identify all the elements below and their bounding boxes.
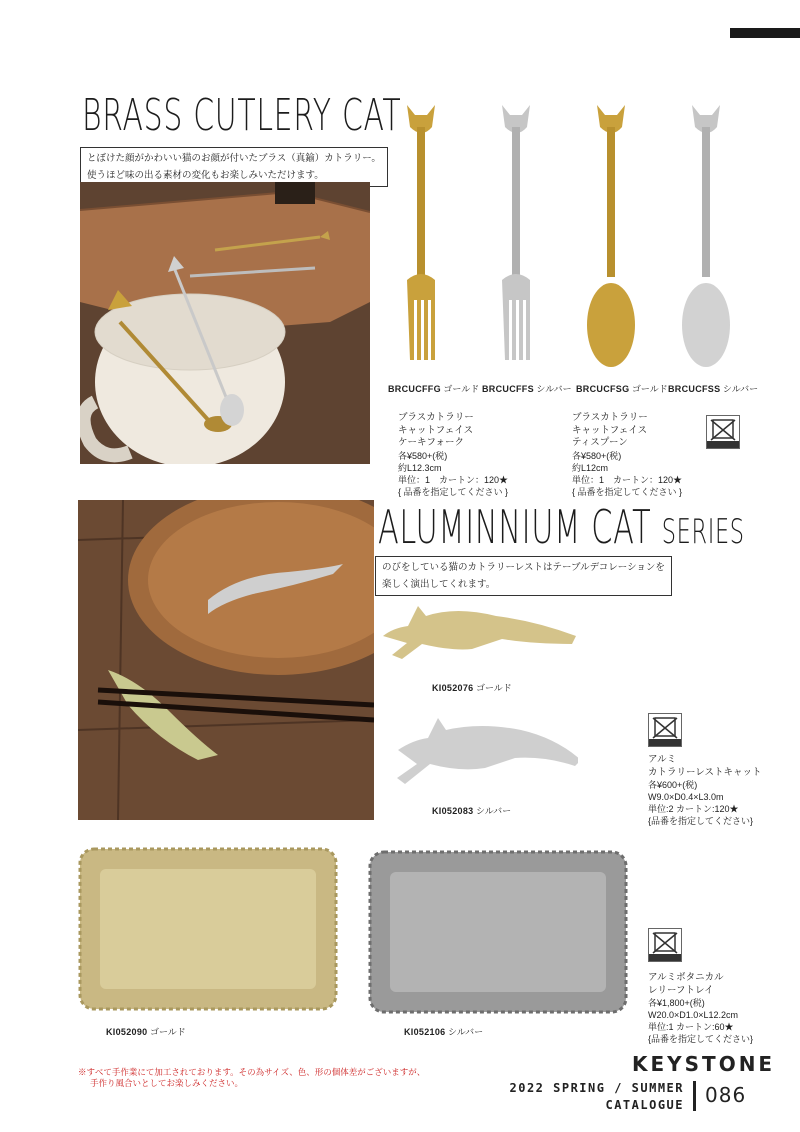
silver-tray-image	[368, 848, 630, 1016]
tray-spec-name-1: アルミボタニカル	[648, 972, 724, 983]
spoon-spec-price: 各¥580+(税)	[572, 450, 622, 461]
product-code-brcucffg: BRCUCFFG ゴールド	[388, 384, 480, 394]
fork-spec-unit: 単位：1 カートン：120★	[398, 474, 509, 485]
fork-spec-price: 各¥580+(税)	[398, 450, 448, 461]
brass-lifestyle-photo	[80, 182, 370, 464]
tray-spec-block	[648, 972, 753, 1045]
keystone-logo: KEYSTONE	[632, 1052, 776, 1076]
product-code-brcucffs: BRCUCFFS シルバー	[482, 384, 572, 394]
brass-description	[80, 147, 388, 187]
tray-spec-size: W20.0×D1.0×L12.2cm	[648, 1010, 739, 1020]
page-number: 086	[705, 1083, 747, 1107]
rest-spec-note: {品番を指定してください}	[648, 816, 754, 826]
rest-spec-name-2: カトラリーレストキャット	[648, 766, 762, 778]
handmade-note	[78, 1067, 425, 1089]
silver-cat-rest-image	[378, 710, 578, 790]
handmade-note-line-1: ※すべて手作業にて加工されております。その為サイズ、色、形の個体差がございますが、	[78, 1067, 426, 1077]
gold-fork-icon	[407, 105, 435, 360]
rest-spec-size: W9.0×D0.4×L3.0m	[648, 792, 724, 802]
aluminium-title-main: ALUMINNIUM CAT	[378, 500, 652, 554]
aluminium-section-title	[378, 500, 745, 554]
tray-spec-price: 各¥1,800+(税)	[648, 998, 705, 1008]
brass-cutlery-product-image	[395, 95, 765, 385]
spoon-spec-name-3: ティスプーン	[572, 437, 628, 448]
aluminium-description-line-2: 楽しく演出してくれます。	[382, 579, 496, 590]
spoon-spec-size: 約L12cm	[572, 462, 609, 473]
aluminium-lifestyle-photo	[78, 500, 374, 820]
rest-spec-name-1: アルミ	[648, 754, 677, 765]
page-number-divider	[693, 1081, 696, 1111]
fork-spec-name-3: ケーキフォーク	[398, 437, 465, 448]
fork-spec-note: { 品番を指定してください }	[398, 486, 509, 497]
catalogue-season-line-2: CATALOGUE	[605, 1098, 684, 1112]
product-code-ki052106: KI052106 シルバー	[404, 1027, 484, 1037]
catalogue-season	[500, 1080, 684, 1114]
handmade-note-line-2: 手作り風合いとしてお楽しみください。	[90, 1078, 244, 1088]
gold-cat-rest-image	[378, 596, 578, 668]
tray-spec-note: {品番を指定してください}	[648, 1034, 754, 1044]
fork-spec-name-1: ブラスカトラリー	[398, 412, 474, 423]
tray-spec-name-2: レリーフトレイ	[648, 984, 714, 996]
brass-description-line-2: 使うほど味の出る素材の変化もお楽しみいただけます。	[87, 170, 324, 181]
no-dishwasher-icon-tray	[648, 928, 682, 962]
product-code-ki052076: KI052076 ゴールド	[432, 683, 512, 693]
product-code-brcucfss: BRCUCFSS シルバー	[668, 384, 759, 394]
product-code-ki052090: KI052090 ゴールド	[106, 1027, 186, 1037]
tray-spec-unit: 単位:1 カートン:60★	[648, 1022, 734, 1032]
spoon-spec-name-2: キャットフェイス	[572, 424, 648, 436]
aluminium-description-line-1: のびをしている猫のカトラリーレストはテーブルデコレーションを	[382, 562, 665, 573]
brass-description-line-1: とぼけた顔がかわいい猫のお顔が付いたブラス（真鍮）カトラリー。	[87, 153, 381, 164]
gold-tray-image	[78, 845, 340, 1013]
rest-spec-price: 各¥600+(税)	[648, 780, 698, 790]
aluminium-title-suffix: SERIES	[661, 512, 745, 552]
product-code-ki052083: KI052083 シルバー	[432, 806, 512, 816]
fork-spec-name-2: キャットフェイス	[398, 424, 474, 436]
rest-spec-unit: 単位:2 カートン:120★	[648, 804, 739, 814]
no-dishwasher-icon	[706, 415, 740, 449]
rest-spec-block	[648, 754, 762, 827]
fork-spec-block	[398, 412, 508, 498]
spoon-spec-name-1: ブラスカトラリー	[572, 412, 648, 423]
product-code-brcucfsg: BRCUCFSG ゴールド	[576, 384, 668, 394]
catalogue-season-line-1: 2022 SPRING / SUMMER	[509, 1081, 684, 1095]
aluminium-description	[375, 556, 672, 596]
page-tab-bar	[730, 28, 800, 38]
fork-spec-size: 約L12.3cm	[398, 462, 442, 473]
brass-section-title: BRASS CUTLERY CAT	[82, 90, 402, 141]
no-dishwasher-icon-rest	[648, 713, 682, 747]
spoon-spec-block	[572, 412, 682, 498]
spoon-spec-unit: 単位：1 カートン：120★	[572, 474, 683, 485]
spoon-spec-note: { 品番を指定してください }	[572, 486, 683, 497]
